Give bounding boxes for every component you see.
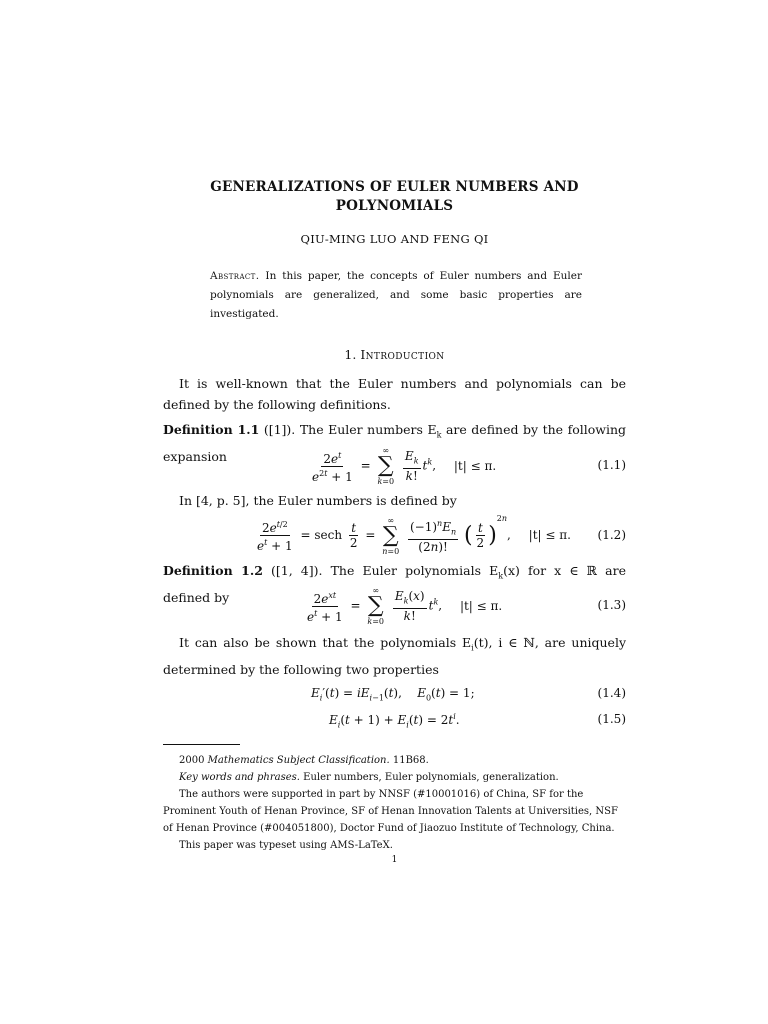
definition-text-end: are defined by the following expansion: [163, 422, 627, 464]
paragraph-eq2-intro: In [4, p. 5], the Euler numbers is defined by: [179, 493, 457, 508]
definition-text-end: (x) for x ∈ ℝ are defined by: [163, 563, 626, 605]
definition-subscript: k: [498, 571, 504, 581]
equation-body: $E_i(t + 1) + E_i(t) = 2t^i$.: [329, 712, 460, 730]
properties-text-end: (t), i ∈ ℕ, are uniquely determined by the following two properties: [163, 635, 627, 677]
equation-body: $\frac{2e^{t/2}}{e^t + 1}$ = sech $\frac{t}{2}$ = ∞ ∑ n=0 $\frac{(-1)^nE_n}{(2n)!}$ ( $\frac{t}{2}$ )$^{2n}$, |t| ≤ π.: [257, 514, 571, 556]
msc-label: Mathematics Subject Classification.: [207, 755, 390, 766]
footnote-msc: [163, 752, 626, 769]
paper-authors: QIU-MING LUO AND FENG QI: [300, 232, 489, 246]
equation-number: (1.3): [597, 598, 626, 612]
equation-1-5: [163, 712, 626, 732]
msc-year: 2000: [179, 755, 205, 766]
footnote-rule: [163, 744, 240, 745]
paper-title: GENERALIZATIONS OF EULER NUMBERS AND POLYNOMIALS: [210, 179, 579, 214]
abstract-label: Abstract.: [210, 270, 260, 282]
equation-body: $\frac{2e^{xt}}{e^t + 1}$ = ∞ ∑ k=0 $\frac{E_k(x)}{k!}$ $t^k$, |t| ≤ π.: [307, 586, 503, 626]
footnote-support: The authors were supported in part by NNSF (#10001016) of China, SF for the Prominent Youth of Henan Province, SF of Henan Innovation Talents at Universities, NSF of Henan Province (#004051800), Doctor Fund of Jiaozuo Institute of Technology, China.: [163, 789, 618, 834]
definition-subscript: k: [436, 430, 442, 440]
definition-label: Definition 1.1: [163, 422, 260, 437]
equation-number: (1.4): [597, 686, 626, 700]
abstract-text: In this paper, the concepts of Euler numbers and Euler polynomials are generalized, and some basic properties are investigated.: [210, 270, 582, 320]
equation-number: (1.2): [597, 528, 626, 542]
definition-cite: ([1]).: [263, 422, 296, 437]
properties-text: It can also be shown that the polynomials E: [179, 635, 472, 650]
equation-body: $\frac{2e^t}{e^{2t} + 1}$ = ∞ ∑ k=0 $\frac{E_k}{k!}$ $t^k$, |t| ≤ π.: [312, 446, 497, 486]
properties-subscript: i: [471, 643, 474, 653]
keywords-value: Euler numbers, Euler polynomials, generalization.: [303, 772, 559, 783]
section-title: Introduction: [360, 347, 445, 362]
abstract: [210, 267, 582, 324]
footnote-keywords: [163, 769, 626, 786]
equation-number: (1.1): [597, 458, 626, 472]
equation-condition: |t| ≤ π.: [459, 598, 503, 613]
footnote-typeset: This paper was typeset using AMS-LaTeX.: [179, 840, 393, 851]
page-number: 1: [391, 855, 398, 865]
definition-cite: ([1, 4]).: [271, 563, 323, 578]
equation-1-3: [163, 586, 626, 626]
equation-number: (1.5): [597, 712, 626, 726]
equation-1-1: [163, 446, 626, 486]
equation-condition: |t| ≤ π.: [528, 528, 571, 542]
definition-label: Definition 1.2: [163, 563, 263, 578]
equation-body: $E_i'(t) = iE_{i-1}(t)$, $E_0(t) = 1$;: [311, 686, 475, 703]
intro-paragraph: It is well-known that the Euler numbers and polynomials can be defined by the following definitions.: [163, 376, 626, 412]
equation-1-2: [163, 514, 626, 556]
definition-text: The Euler numbers E: [299, 422, 437, 437]
keywords-label: Key words and phrases.: [179, 772, 300, 783]
equation-1-4: [163, 686, 626, 706]
definition-text: The Euler polynomials E: [330, 563, 499, 578]
section-heading: [163, 347, 626, 362]
equation-condition: |t| ≤ π.: [453, 458, 497, 473]
paragraph-properties: [163, 632, 626, 680]
section-number: 1.: [344, 347, 357, 362]
msc-value: 11B68.: [392, 755, 429, 766]
